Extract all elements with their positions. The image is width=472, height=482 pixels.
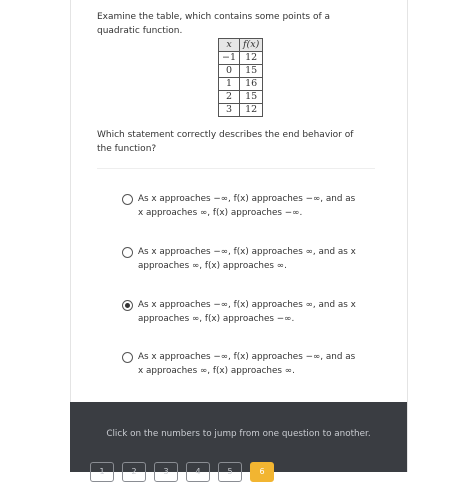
- question-number-button[interactable]: 5: [218, 462, 242, 482]
- radio-button-a[interactable]: [122, 194, 133, 205]
- navigation-hint: Click on the numbers to jump from one question to another.: [106, 429, 371, 439]
- question-number-button[interactable]: 2: [122, 462, 146, 482]
- table-cell: 12: [240, 52, 263, 65]
- table-row: [219, 65, 263, 78]
- table-row: [219, 104, 263, 117]
- table-cell: 15: [240, 91, 263, 104]
- table-header-x: x: [219, 39, 240, 52]
- table-cell: 15: [240, 65, 263, 78]
- question-text: Which statement correctly describes the end behavior of the function?: [97, 130, 354, 154]
- answer-choice-text: As x approaches −∞, f(x) approaches ∞, and as x approaches ∞, f(x) approaches −∞.: [138, 300, 356, 324]
- answer-choice-text: As x approaches −∞, f(x) approaches −∞, and as x approaches ∞, f(x) approaches −∞.: [138, 194, 356, 218]
- divider: [97, 168, 375, 169]
- table-cell: 0: [219, 65, 240, 78]
- answer-choice-d[interactable]: [122, 350, 362, 378]
- table-cell: 16: [240, 78, 263, 91]
- table-cell: 2: [219, 91, 240, 104]
- table-header-row: [219, 39, 263, 52]
- question-number-button[interactable]: 1: [90, 462, 114, 482]
- radio-button-c[interactable]: [122, 300, 133, 311]
- radio-button-b[interactable]: [122, 247, 133, 258]
- table-header-fx: f(x): [240, 39, 263, 52]
- question-number-button[interactable]: 4: [186, 462, 210, 482]
- table-cell: 1: [219, 78, 240, 91]
- table-cell: −1: [219, 52, 240, 65]
- answer-choice-text: As x approaches −∞, f(x) approaches ∞, and as x approaches ∞, f(x) approaches ∞.: [138, 247, 356, 271]
- prompt-text: Examine the table, which contains some points of a quadratic function.: [97, 12, 330, 36]
- table-row: [219, 91, 263, 104]
- table-row: [219, 52, 263, 65]
- question-navigation-footer: [70, 402, 407, 476]
- answer-choice-b[interactable]: [122, 245, 362, 273]
- table-cell: 3: [219, 104, 240, 117]
- question-number-button[interactable]: 3: [154, 462, 178, 482]
- current-question-button[interactable]: 6: [250, 462, 274, 482]
- answer-choice-c[interactable]: [122, 298, 362, 326]
- values-table: [218, 38, 263, 117]
- question-number-list: [90, 462, 282, 482]
- radio-button-d[interactable]: [122, 352, 133, 363]
- table-row: [219, 78, 263, 91]
- answer-choice-text: As x approaches −∞, f(x) approaches −∞, and as x approaches ∞, f(x) approaches ∞.: [138, 352, 356, 376]
- answer-choice-a[interactable]: [122, 192, 362, 220]
- table-cell: 12: [240, 104, 263, 117]
